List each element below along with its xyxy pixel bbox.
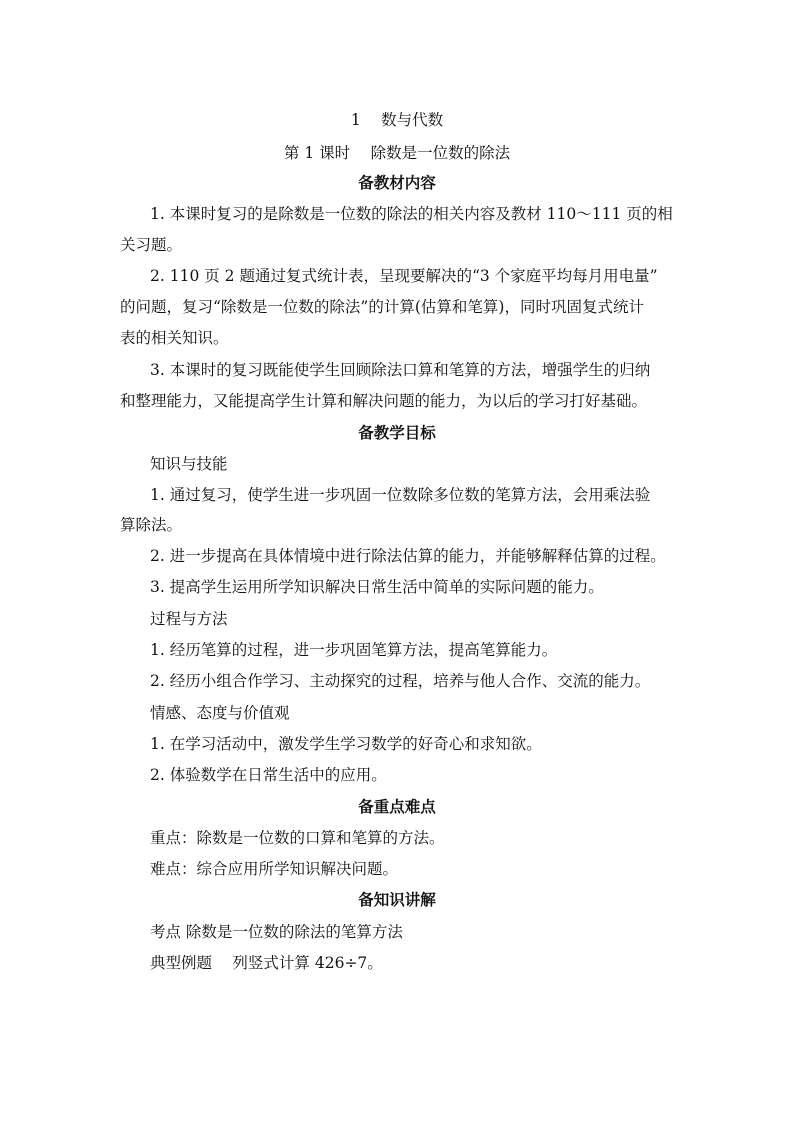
subheading-attitude: 情感、态度与价值观 xyxy=(150,704,290,722)
goal-item: 3. 提高学生运用所学知识解决日常生活中简单的实际问题的能力。 xyxy=(150,578,604,596)
paragraph-line: 3. 本课时的复习既能使学生回顾除法口算和笔算的方法，增强学生的归纳 xyxy=(150,361,651,379)
lesson-title: 第 1 课时 除数是一位数的除法 xyxy=(283,144,511,162)
paragraph-line: 关习题。 xyxy=(120,236,183,254)
paragraph-line: 表的相关知识。 xyxy=(120,329,229,347)
section-heading-key-points: 备重点难点 xyxy=(358,797,436,816)
section-heading-teaching-goals: 备教学目标 xyxy=(358,423,436,442)
section-heading-teaching-content: 备教材内容 xyxy=(358,173,436,192)
subheading-process: 过程与方法 xyxy=(150,610,228,628)
goal-item: 1. 通过复习，使学生进一步巩固一位数除多位数的笔算方法，会用乘法验 xyxy=(150,486,651,504)
key-point-focus: 重点：除数是一位数的口算和笔算的方法。 xyxy=(150,829,445,847)
section-heading-knowledge-explanation: 备知识讲解 xyxy=(358,890,436,909)
paragraph-line: 1. 本课时复习的是除数是一位数的除法的相关内容及教材 110～111 页的相 xyxy=(150,205,673,223)
chapter-title: 1 数与代数 xyxy=(350,111,444,129)
goal-item: 1. 经历笔算的过程，进一步巩固笔算方法，提高笔算能力。 xyxy=(150,641,558,659)
subheading-knowledge: 知识与技能 xyxy=(150,455,228,473)
exam-topic: 考点 除数是一位数的除法的笔算方法 xyxy=(150,923,403,941)
goal-item: 2. 体验数学在日常生活中的应用。 xyxy=(150,766,387,784)
goal-item: 2. 进一步提高在具体情境中进行除法估算的能力，并能够解释估算的过程。 xyxy=(150,547,666,565)
goal-item: 2. 经历小组合作学习、主动探究的过程，培养与他人合作、交流的能力。 xyxy=(150,672,651,690)
goal-item: 算除法。 xyxy=(120,516,183,534)
goal-item: 1. 在学习活动中，激发学生学习数学的好奇心和求知欲。 xyxy=(150,735,542,753)
paragraph-line: 和整理能力，又能提高学生计算和解决问题的能力，为以后的学习打好基础。 xyxy=(120,392,648,410)
example-problem: 典型例题 列竖式计算 426÷7。 xyxy=(150,954,383,972)
key-point-difficulty: 难点：综合应用所学知识解决问题。 xyxy=(150,860,399,878)
paragraph-line: 2. 110 页 2 题通过复式统计表，呈现要解决的“3 个家庭平均每月用电量” xyxy=(150,267,658,285)
paragraph-line: 的问题，复习“除数是一位数的除法”的计算(估算和笔算)，同时巩固复式统计 xyxy=(120,298,644,316)
